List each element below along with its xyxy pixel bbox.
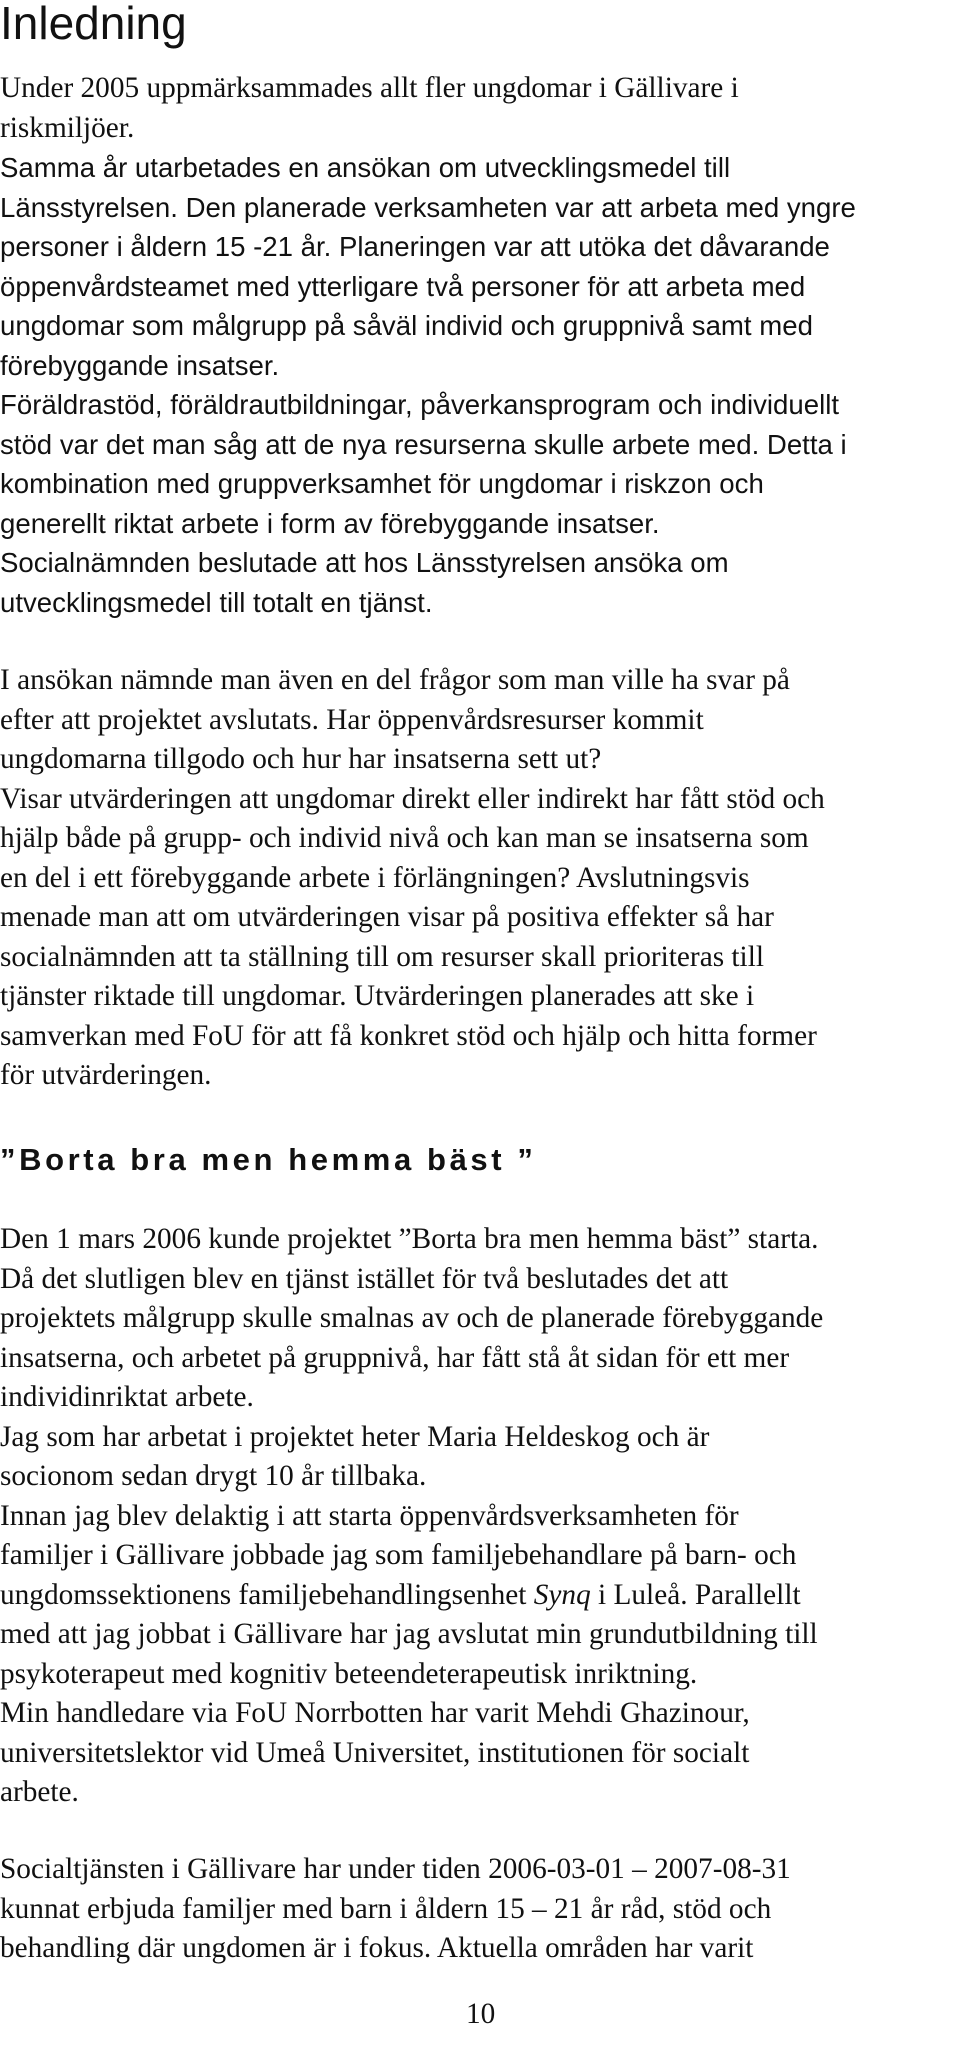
text-line: tjänster riktade till ungdomar. Utvärderingen planerades att ske i — [0, 980, 755, 1012]
text-line: insatserna, och arbetet på gruppnivå, har fått stå åt sidan för ett mer — [0, 1341, 790, 1374]
text-line: individinriktat arbete. — [0, 1381, 254, 1413]
text-line: utvecklingsmedel till totalt en tjänst. — [0, 586, 433, 618]
paragraph-questions — [0, 661, 950, 1096]
text-line: samverkan med FoU för att få konkret stöd och hjälp och hitta former — [0, 1019, 817, 1052]
text-line: en del i ett förebyggande arbete i förlängningen? Avslutningsvis — [0, 861, 750, 894]
text-line: socionom sedan drygt 10 år tillbaka. — [0, 1460, 427, 1492]
text-line: familjer i Gällivare jobbade jag som familjebehandlare på barn- och — [0, 1539, 797, 1571]
text-line: Min handledare via FoU Norrbotten har varit Mehdi Ghazinour, — [0, 1697, 750, 1729]
text-line: hjälp både på grupp- och individ nivå och kan man se insatserna som — [0, 822, 809, 854]
text-line: menade man att om utvärderingen visar på positiva effekter så har — [0, 901, 774, 933]
text-line: Föräldrastöd, föräldrautbildningar, påverkansprogram och individuellt — [0, 389, 840, 420]
text-line: universitetslektor vid Umeå Universitet, institutionen för socialt — [0, 1736, 750, 1769]
text-line: I ansökan nämnde man även en del frågor som man ville ha svar på — [0, 664, 790, 696]
text-line: riskmiljöer. — [0, 111, 135, 144]
text-line: Jag som har arbetat i projektet heter Maria Heldeskog och är — [0, 1420, 710, 1453]
text-line: arbete. — [0, 1776, 79, 1808]
text-line: Den 1 mars 2006 kunde projektet ”Borta bra men hemma bäst” starta. — [0, 1223, 819, 1255]
text-line: kunnat erbjuda familjer med barn i åldern 15 – 21 år råd, stöd och — [0, 1892, 772, 1925]
paragraph-services — [0, 1850, 950, 1969]
text-fragment: i Luleå. Parallellt — [590, 1578, 801, 1611]
text-line: efter att projektet avslutats. Har öppenvårdsresurser kommit — [0, 703, 704, 736]
text-line: för utvärderingen. — [0, 1059, 212, 1091]
text-line: projektets målgrupp skulle smalnas av och de planerade förebyggande — [0, 1302, 824, 1334]
text-line: kombination med gruppverksamhet för ungdomar i riskzon och — [0, 468, 764, 499]
text-line — [0, 1576, 950, 1616]
text-line: socialnämnden att ta ställning till om resurser skall prioriteras till — [0, 940, 764, 973]
text-line: förebyggande insatser. — [0, 349, 280, 381]
text-line: Innan jag blev delaktig i att starta öppenvårdsverksamheten för — [0, 1499, 739, 1532]
section-subheading: ”Borta bra men hemma bäst ” — [0, 1142, 537, 1177]
text-line: ungdomar som målgrupp på såväl individ och gruppnivå samt med — [0, 310, 813, 341]
text-line: Samma år utarbetades en ansökan om utvecklingsmedel till — [0, 152, 731, 183]
text-line: generellt riktat arbete i form av förebyggande insatser. — [0, 507, 660, 539]
text-fragment: ungdomssektionens familjebehandlingsenhet — [0, 1578, 534, 1611]
text-line: psykoterapeut med kognitiv beteendeterapeutisk inriktning. — [0, 1657, 698, 1690]
text-line: öppenvårdsteamet med ytterligare två personer för att arbeta med — [0, 270, 806, 302]
text-line: behandling där ungdomen är i fokus. Aktuella områden har varit — [0, 1932, 754, 1964]
italic-term: Synq — [533, 1578, 591, 1611]
paragraph-intro — [0, 69, 950, 622]
text-line: med att jag jobbat i Gällivare har jag avslutat min grundutbildning till — [0, 1618, 818, 1650]
page-heading: Inledning — [0, 0, 187, 49]
text-line: Visar utvärderingen att ungdomar direkt eller indirekt har fått stöd och — [0, 782, 825, 815]
text-line: ungdomarna tillgodo och hur har insatserna sett ut? — [0, 743, 602, 775]
text-line: Socialtjänsten i Gällivare har under tiden 2006-03-01 – 2007-08-31 — [0, 1853, 791, 1885]
paragraph-project — [0, 1220, 950, 1813]
text-line: Socialnämnden beslutade att hos Länsstyrelsen ansöka om — [0, 547, 729, 578]
text-line: Då det slutligen blev en tjänst istället för två beslutades det att — [0, 1262, 729, 1295]
page-number: 10 — [466, 1998, 496, 2030]
text-line: stöd var det man såg att de nya resurserna skulle arbete med. Detta i — [0, 428, 847, 460]
text-line: personer i åldern 15 -21 år. Planeringen var att utöka det dåvarande — [0, 231, 830, 262]
text-line: Under 2005 uppmärksammades allt fler ungdomar i Gällivare i — [0, 72, 739, 104]
text-line: Länsstyrelsen. Den planerade verksamheten var att arbeta med yngre — [0, 191, 856, 223]
